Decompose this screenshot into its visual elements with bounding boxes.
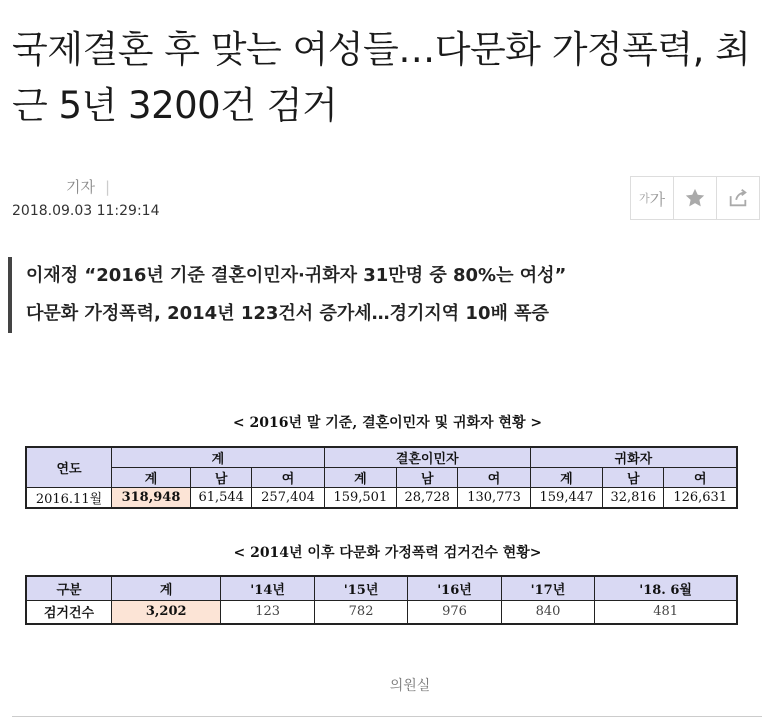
bookmark-button[interactable] bbox=[674, 177, 717, 219]
col-header: '15년 bbox=[314, 576, 407, 600]
byline bbox=[66, 176, 110, 197]
table-cell: 257,404 bbox=[252, 488, 324, 509]
subheadline-1: 이재정 “2016년 기준 결혼이민자·귀화자 31만명 중 80%는 여성” bbox=[26, 265, 567, 286]
subcol-header: 여 bbox=[664, 468, 737, 488]
subcol-header: 남 bbox=[190, 468, 251, 488]
table-row bbox=[26, 600, 737, 624]
table1-title: < 2016년 말 기준, 결혼이민자 및 귀화자 현황 > bbox=[232, 415, 543, 431]
table-cell: 318,948 bbox=[112, 488, 191, 509]
reporter-label: 기자 bbox=[66, 178, 95, 196]
domestic-violence-arrests-table bbox=[25, 575, 738, 625]
subheadline-block bbox=[8, 257, 766, 333]
share-icon bbox=[727, 187, 749, 209]
table-cell: 123 bbox=[221, 600, 314, 624]
table-row bbox=[26, 488, 737, 509]
table-cell: 840 bbox=[501, 600, 594, 624]
group-header-migrants: 결혼이민자 bbox=[324, 447, 530, 468]
row-label: 검거건수 bbox=[26, 600, 112, 624]
byline-divider: | bbox=[104, 178, 111, 196]
divider bbox=[12, 716, 762, 717]
subcol-header: 여 bbox=[458, 468, 530, 488]
table-cell: 130,773 bbox=[458, 488, 530, 509]
marriage-migrant-table bbox=[25, 446, 738, 509]
share-button[interactable] bbox=[717, 177, 759, 219]
font-size-button[interactable] bbox=[631, 177, 674, 219]
subcol-header: 남 bbox=[397, 468, 458, 488]
table-cell: 159,447 bbox=[530, 488, 602, 509]
table-cell: 126,631 bbox=[664, 488, 737, 509]
col-header: 계 bbox=[112, 576, 221, 600]
row-label: 2016.11월 bbox=[26, 488, 112, 509]
table-cell: 28,728 bbox=[397, 488, 458, 509]
table-cell: 782 bbox=[314, 600, 407, 624]
subcol-header: 남 bbox=[603, 468, 664, 488]
subheadline-2: 다문화 가정폭력, 2014년 123건서 증가세…경기지역 10배 폭증 bbox=[26, 303, 549, 324]
col-header: '18. 6월 bbox=[595, 576, 737, 600]
col-header: '14년 bbox=[221, 576, 314, 600]
table2-title: < 2014년 이후 다문화 가정폭력 검거건수 현황> bbox=[233, 545, 542, 561]
table-cell: 976 bbox=[408, 600, 501, 624]
font-size-small-glyph: 가 bbox=[638, 192, 650, 205]
col-header: '17년 bbox=[501, 576, 594, 600]
table-cell: 481 bbox=[595, 600, 737, 624]
table-cell: 61,544 bbox=[190, 488, 251, 509]
col-header: '16년 bbox=[408, 576, 501, 600]
article-tools bbox=[630, 176, 760, 220]
subcol-header: 계 bbox=[324, 468, 396, 488]
publish-datetime: 2018.09.03 11:29:14 bbox=[12, 203, 160, 219]
group-header-naturalized: 귀화자 bbox=[530, 447, 737, 468]
subcol-header: 계 bbox=[112, 468, 191, 488]
table-cell: 159,501 bbox=[324, 488, 396, 509]
group-header-total: 계 bbox=[112, 447, 325, 468]
table-cell: 32,816 bbox=[603, 488, 664, 509]
font-size-big-glyph: 가 bbox=[649, 189, 666, 209]
col-year-header: 연도 bbox=[26, 447, 112, 488]
headline: 국제결혼 후 맞는 여성들…다문화 가정폭력, 최근 5년 3200건 검거 bbox=[12, 28, 751, 127]
star-icon bbox=[684, 187, 706, 209]
subcol-header: 여 bbox=[252, 468, 324, 488]
image-credit: 의원실 bbox=[389, 678, 431, 694]
table-cell: 3,202 bbox=[112, 600, 221, 624]
col-header: 구분 bbox=[26, 576, 112, 600]
subcol-header: 계 bbox=[530, 468, 602, 488]
